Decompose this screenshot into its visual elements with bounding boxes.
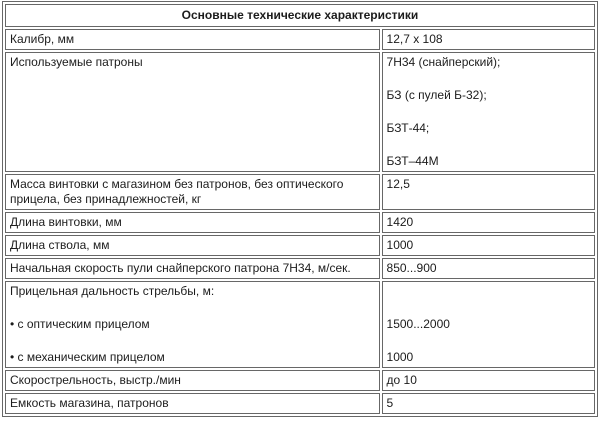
cell-line	[387, 284, 590, 299]
spec-label-cell	[5, 370, 380, 391]
table-header-row	[5, 4, 595, 27]
cell-line: Калибр, мм	[10, 32, 75, 46]
cell-line: Длина ствола, мм	[10, 238, 110, 252]
spec-label-cell	[5, 212, 380, 233]
spec-value-cell	[382, 393, 595, 414]
cell-line: БЗТ-44;	[386, 121, 430, 135]
cell-line: 850...900	[386, 261, 437, 275]
spec-value-cell	[382, 281, 595, 368]
cell-line: 12,5	[386, 177, 410, 191]
spec-label-cell	[5, 393, 380, 414]
table-row	[5, 52, 595, 172]
cell-line: Начальная скорость пули снайперского патрона 7Н34, м/сек.	[10, 261, 351, 275]
spec-label-cell	[5, 174, 380, 210]
spec-value-cell	[382, 29, 595, 50]
cell-line: 1420	[386, 215, 414, 229]
cell-line: Скорострельность, выстр./мин	[10, 373, 181, 387]
cell-line: 1500...2000	[386, 317, 450, 331]
table-row	[5, 393, 595, 414]
cell-line: 1000	[386, 350, 414, 364]
cell-line: 5	[386, 396, 394, 410]
cell-line: Длина винтовки, мм	[10, 215, 122, 229]
table-row	[5, 212, 595, 233]
spec-value-cell	[382, 370, 595, 391]
cell-line: • с оптическим прицелом	[10, 317, 150, 331]
cell-line: Прицельная дальность стрельбы, м:	[10, 284, 215, 298]
table-title: Основные технические характеристики	[5, 4, 595, 27]
spec-value-cell	[382, 258, 595, 279]
table-row	[5, 235, 595, 256]
cell-line: 1000	[386, 238, 414, 252]
cell-line: БЗТ–44М	[386, 154, 439, 168]
spec-label-cell	[5, 258, 380, 279]
cell-line: БЗ (с пулей Б-32);	[386, 88, 487, 102]
spec-label-cell	[5, 281, 380, 368]
cell-line: до 10	[386, 373, 417, 387]
spec-label-cell	[5, 29, 380, 50]
spec-label-cell	[5, 52, 380, 172]
specs-table	[2, 1, 598, 417]
spec-value-cell	[382, 52, 595, 172]
cell-line: 12,7 x 108	[386, 32, 443, 46]
spec-value-cell	[382, 235, 595, 256]
table-row	[5, 281, 595, 368]
cell-line: • с механическим прицелом	[10, 350, 165, 364]
table-row	[5, 174, 595, 210]
cell-line: Масса винтовки с магазином без патронов, без оптического прицела, без принадлежностей, кг	[10, 177, 344, 206]
cell-line: Емкость магазина, патронов	[10, 396, 169, 410]
spec-label-cell	[5, 235, 380, 256]
table-row	[5, 29, 595, 50]
table-row	[5, 370, 595, 391]
cell-line: Используемые патроны	[10, 55, 143, 69]
spec-value-cell	[382, 212, 595, 233]
table-row	[5, 258, 595, 279]
cell-line: 7Н34 (снайперский);	[386, 55, 501, 69]
spec-value-cell	[382, 174, 595, 210]
